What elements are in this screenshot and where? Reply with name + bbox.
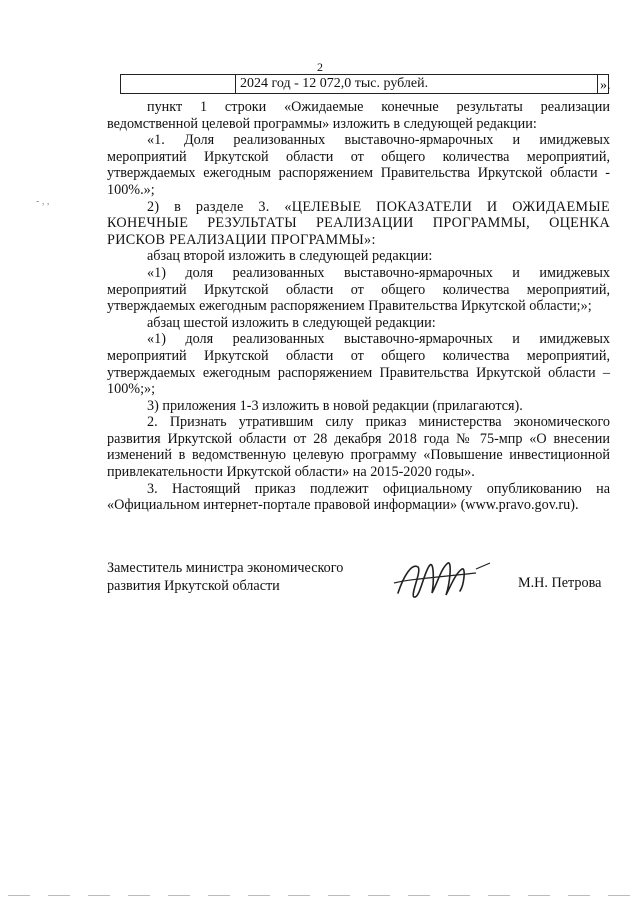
page-number: 2 (317, 60, 323, 74)
signatory-title (107, 559, 343, 595)
signatory-title-line2: развития Иркутской области (107, 578, 280, 594)
signatory-title-line1: Заместитель министра экономического (107, 560, 344, 576)
paragraph-sixth-abzac: абзац шестой изложить в следующей редакции: (147, 314, 436, 331)
document-body (107, 99, 610, 514)
paragraph-quote-3: «1) доля реализованных выставочно-ярмарочных и имиджевых мероприятий Иркутской области от общего количества мероприятий, утверждаемых ежегодным распоряжением Правительства Иркутской области – 100%;»; (107, 331, 610, 398)
paragraph-publication: 3. Настоящий приказ подлежит официальному опубликованию на «Официальном интернет-портале правовой информации» (www.pravo.gov.ru). (107, 480, 610, 514)
paragraph-section-3: 2) в разделе 3. «ЦЕЛЕВЫЕ ПОКАЗАТЕЛИ И ОЖИДАЕМЫЕ КОНЕЧНЫЕ РЕЗУЛЬТАТЫ РЕАЛИЗАЦИИ ПРОГРАММЫ, ОЦЕНКА РИСКОВ РЕАЛИЗАЦИИ ПРОГРАММЫ»: (107, 198, 610, 248)
paragraph-second-abzac: абзац второй изложить в следующей редакции: (147, 248, 433, 265)
paragraph-quote-1: «1. Доля реализованных выставочно-ярмарочных и имиджевых мероприятий Иркутской области от общего количества мероприятий, утверждаемых ежегодным распоряжением Правительства Иркутской области - 100%.»; (107, 132, 610, 198)
table-row (121, 75, 609, 94)
handwritten-signature (390, 553, 500, 613)
closing-quote: ». (600, 78, 611, 93)
scan-margin-mark: - , , (36, 196, 50, 207)
paragraph-quote-2: «1) доля реализованных выставочно-ярмарочных и имиджевых мероприятий Иркутской области от общего количества мероприятий, утверждаемых ежегодным распоряжением Правительства Иркутской области;»; (107, 264, 610, 315)
scan-bottom-edge (8, 895, 632, 896)
paragraph-appendices: 3) приложения 1-3 изложить в новой редакции (прилагаются). (147, 397, 523, 414)
paragraph-repeal: 2. Признать утратившим силу приказ министерства экономического развития Иркутской области от 28 декабря 2018 года № 75-мпр «О внесении изменений в ведомственную целевую программу «Повышение инвестиционной привлекательности Иркутской области» на 2015-2020 годы». (107, 414, 610, 481)
paragraph-item-1-intro: пункт 1 строки «Ожидаемые конечные результаты реализации ведомственной целевой программы» изложить в следующей редакции: (107, 99, 610, 132)
table-cell-empty (121, 75, 236, 94)
signatory-name: М.Н. Петрова (518, 575, 602, 591)
table-cell-funding-2024: 2024 год - 12 072,0 тыс. рублей. (236, 75, 598, 94)
program-table-fragment (120, 74, 609, 94)
